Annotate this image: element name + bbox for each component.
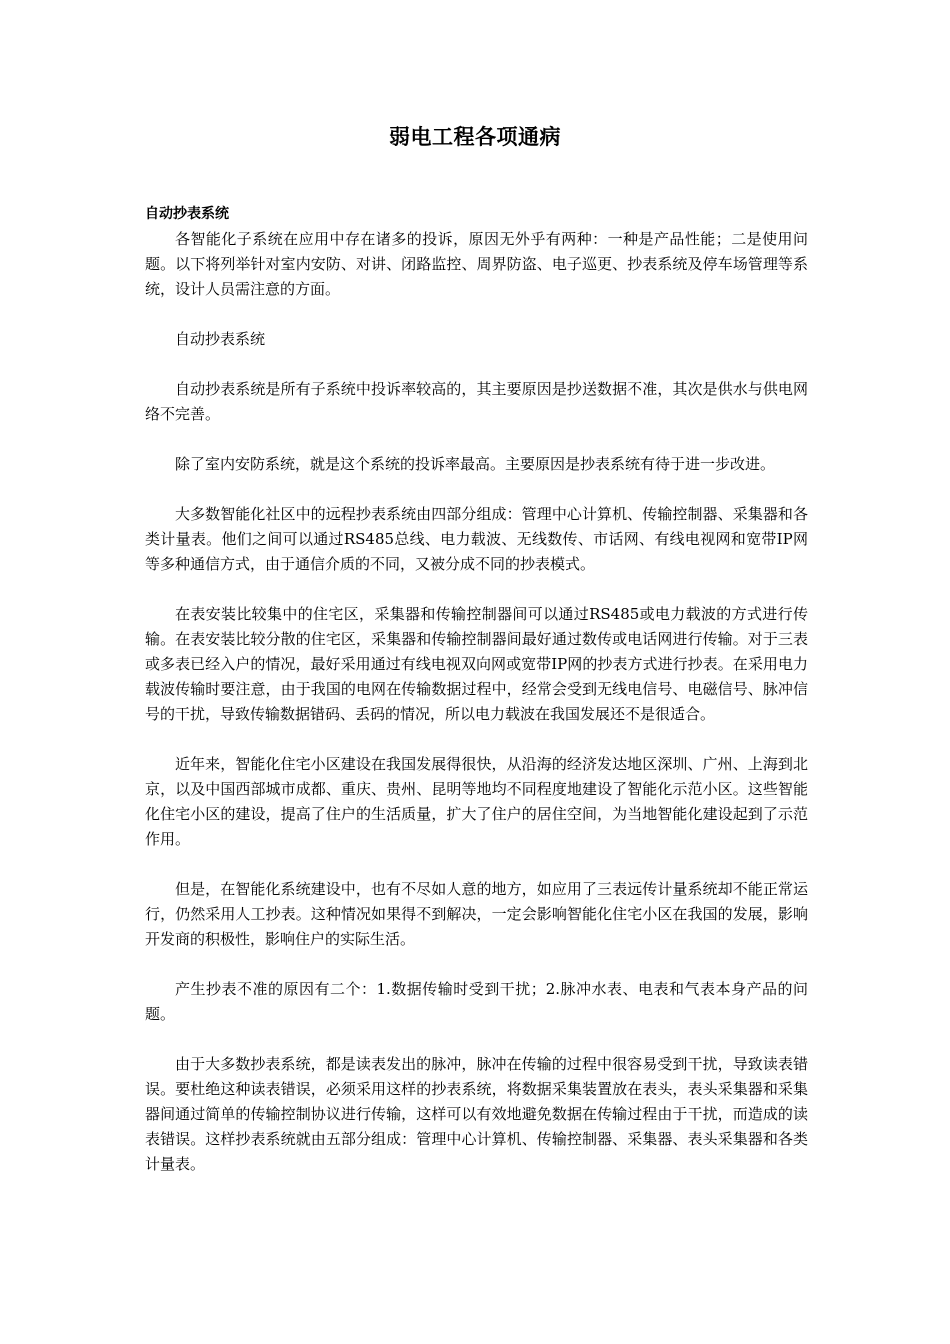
paragraph-subheading: 自动抄表系统 [175,330,266,348]
paragraph: 除了室内安防系统，就是这个系统的投诉率最高。主要原因是抄表系统有待于进一步改进。 [175,455,776,473]
document-body [145,202,808,1202]
paragraph: 近年来，智能化住宅小区建设在我国发展得很快，从沿海的经济发达地区深圳、广州、上海到北京，以及中国西部城市成都、重庆、贵州、昆明等地均不同程度地建设了智能化示范小区。这些智能化住宅小区的建设，提高了住户的生活质量，扩大了住户的居住空间，为当地智能化建设起到了示范作用。 [145,755,808,848]
paragraph: 自动抄表系统是所有子系统中投诉率较高的，其主要原因是抄送数据不准，其次是供水与供电网络不完善。 [145,380,808,423]
paragraph-intro: 各智能化子系统在应用中存在诸多的投诉，原因无外乎有两种：一种是产品性能；二是使用问题。以下将列举针对室内安防、对讲、闭路监控、周界防盗、电子巡更、抄表系统及停车场管理等系统，设计人员需注意的方面。 [145,230,808,298]
paragraph: 产生抄表不准的原因有二个：1.数据传输时受到干扰；2.脉冲水表、电表和气表本身产品的问题。 [145,980,808,1023]
document-title: 弱电工程各项通病 [389,125,561,149]
paragraph: 但是，在智能化系统建设中，也有不尽如人意的地方，如应用了三表远传计量系统却不能正常运行，仍然采用人工抄表。这种情况如果得不到解决，一定会影响智能化住宅小区在我国的发展，影响开发商的积极性，影响住户的实际生活。 [145,880,808,948]
paragraph: 在表安装比较集中的住宅区，采集器和传输控制器间可以通过RS485或电力载波的方式进行传输。在表安装比较分散的住宅区，采集器和传输控制器间最好通过数传或电话网进行传输。对于三表或多表已经入户的情况，最好采用通过有线电视双向网或宽带IP网的抄表方式进行抄表。在采用电力载波传输时要注意，由于我国的电网在传输数据过程中，经常会受到无线电信号、电磁信号、脉冲信号的干扰，导致传输数据错码、丢码的情况，所以电力载波在我国发展还不是很适合。 [145,605,808,723]
paragraph: 大多数智能化社区中的远程抄表系统由四部分组成：管理中心计算机、传输控制器、采集器和各类计量表。他们之间可以通过RS485总线、电力载波、无线数传、市话网、有线电视网和宽带IP网等多种通信方式，由于通信介质的不同，又被分成不同的抄表模式。 [145,505,808,573]
paragraph: 由于大多数抄表系统，都是读表发出的脉冲，脉冲在传输的过程中很容易受到干扰，导致读表错误。要杜绝这种读表错误，必须采用这样的抄表系统，将数据采集装置放在表头，表头采集器和采集器间通过简单的传输控制协议进行传输，这样可以有效地避免数据在传输过程由于干扰，而造成的读表错误。这样抄表系统就由五部分组成：管理中心计算机、传输控制器、采集器、表头采集器和各类计量表。 [145,1055,808,1173]
section-heading: 自动抄表系统 [145,206,229,222]
